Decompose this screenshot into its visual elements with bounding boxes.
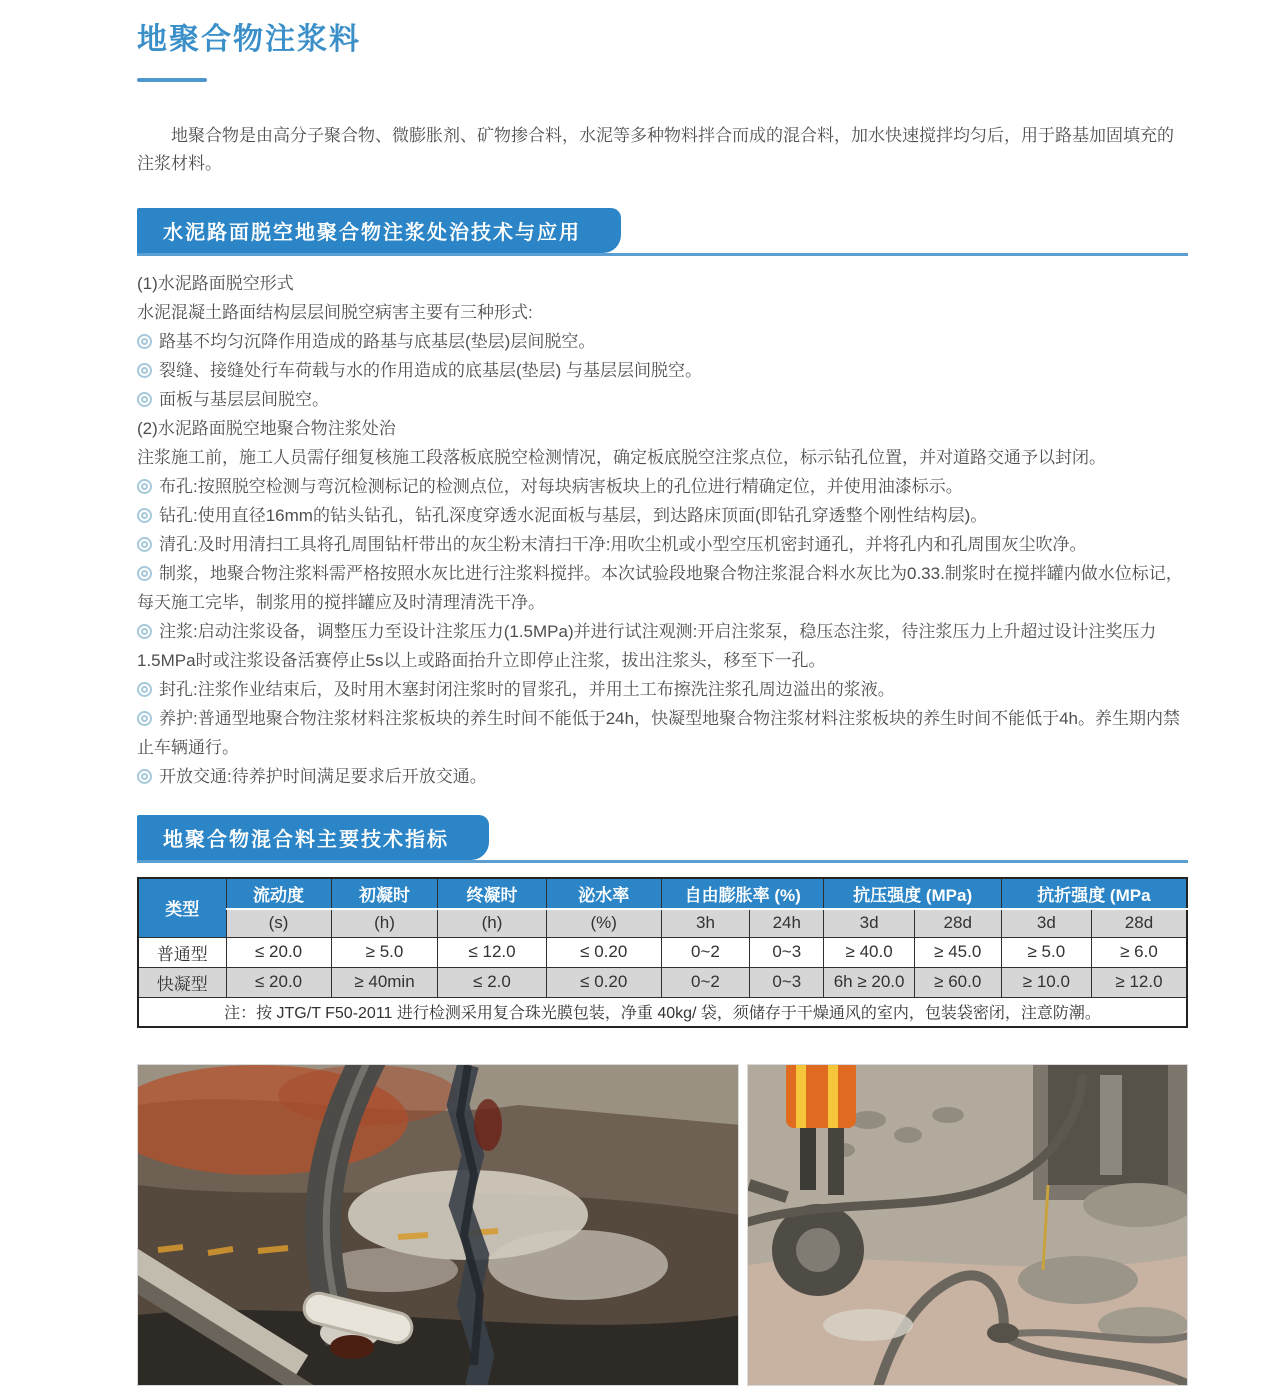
list-item-text: 养护:普通型地聚合物注浆材料注浆板块的养生时间不能低于24h，快凝型地聚合物注浆材料注浆板块的养生时间不能低于4h。养生期内禁止车辆通行。 [137, 709, 1180, 757]
value-cell: 0~3 [750, 937, 824, 967]
col-header: 抗折强度 (MPa [1001, 878, 1187, 909]
value-cell: ≥ 12.0 [1091, 967, 1187, 997]
list-item-text: 路基不均匀沉降作用造成的路基与底基层(垫层)层间脱空。 [159, 332, 596, 351]
list-item-text: 开放交通:待养护时间满足要求后开放交通。 [159, 767, 487, 786]
ring-bullet-icon [137, 682, 152, 697]
value-cell: ≥ 40.0 [824, 937, 914, 967]
photo-grouting-hole [137, 1064, 739, 1386]
sub2-title: (2)水泥路面脱空地聚合物注浆处治 [137, 419, 396, 438]
unit-cell: 3h [661, 909, 749, 937]
intro-paragraph: 地聚合物是由高分子聚合物、微膨胀剂、矿物掺合料，水泥等多种物料拌合而成的混合料，加水快速搅拌均匀后，用于路基加固填充的注浆材料。 [137, 126, 1174, 173]
unit-cell: 3d [824, 909, 914, 937]
unit-cell: (h) [438, 909, 546, 937]
col-header: 泌水率 [546, 878, 661, 909]
list-item [137, 675, 1188, 704]
section2-badge: 地聚合物混合料主要技术指标 [137, 815, 489, 860]
unit-cell: (s) [226, 909, 331, 937]
unit-cell: (%) [546, 909, 661, 937]
photo-strip [137, 1064, 1188, 1386]
value-cell: ≤ 2.0 [438, 967, 546, 997]
value-cell: 0~2 [661, 937, 749, 967]
row-type-cell: 快凝型 [138, 967, 226, 997]
ring-bullet-icon [137, 769, 152, 784]
list-item [137, 327, 1188, 356]
value-cell: ≤ 20.0 [226, 967, 331, 997]
list-item-text: 布孔:按照脱空检测与弯沉检测标记的检测点位，对每块病害板块上的孔位进行精确定位，并使用油漆标示。 [159, 477, 963, 496]
list-item [137, 385, 1188, 414]
photo-grouting-site-art [748, 1065, 1188, 1386]
ring-bullet-icon [137, 508, 152, 523]
title-underline-dash [137, 78, 207, 82]
unit-cell: 28d [914, 909, 1001, 937]
list-item [137, 762, 1188, 791]
value-cell: ≥ 5.0 [1001, 937, 1091, 967]
list-item [137, 617, 1188, 675]
ring-bullet-icon [137, 566, 152, 581]
unit-cell: (h) [331, 909, 438, 937]
col-header: 流动度 [226, 878, 331, 909]
value-cell: 0~2 [661, 967, 749, 997]
value-cell: ≥ 40min [331, 967, 438, 997]
table-note: 注：按 JTG/T F50-2011 进行检测采用复合珠光膜包装，净重 40kg/ 袋，须储存于干燥通风的室内，包装袋密闭，注意防潮。 [138, 997, 1187, 1027]
table-row [138, 967, 1187, 997]
ring-bullet-icon [137, 537, 152, 552]
section1-badge: 水泥路面脱空地聚合物注浆处治技术与应用 [137, 208, 621, 253]
row-type-cell: 普通型 [138, 937, 226, 967]
unit-cell: 28d [1091, 909, 1187, 937]
value-cell: 0~3 [750, 967, 824, 997]
col-header: 自由膨胀率 (%) [661, 878, 824, 909]
value-cell: ≥ 45.0 [914, 937, 1001, 967]
table-row [138, 937, 1187, 967]
value-cell: ≤ 0.20 [546, 967, 661, 997]
list-item [137, 704, 1188, 762]
unit-cell: 3d [1001, 909, 1091, 937]
list-item-text: 封孔:注浆作业结束后，及时用木塞封闭注浆时的冒浆孔，并用土工布擦洗注浆孔周边溢出的浆液。 [159, 680, 895, 699]
section2-header [137, 815, 1188, 863]
list-item [137, 356, 1188, 385]
ring-bullet-icon [137, 711, 152, 726]
list-item [137, 501, 1188, 530]
list-item-text: 裂缝、接缝处行车荷载与水的作用造成的底基层(垫层) 与基层层间脱空。 [159, 361, 703, 380]
value-cell: ≤ 12.0 [438, 937, 546, 967]
unit-cell: 24h [750, 909, 824, 937]
ring-bullet-icon [137, 363, 152, 378]
section1-body [137, 269, 1188, 791]
col-header-type: 类型 [138, 878, 226, 937]
col-header: 初凝时 [331, 878, 438, 909]
value-cell: ≥ 10.0 [1001, 967, 1091, 997]
sub2-lead: 注浆施工前，施工人员需仔细复核施工段落板底脱空检测情况，确定板底脱空注浆点位，标示钻孔位置，并对道路交通予以封闭。 [137, 448, 1106, 467]
value-cell: ≤ 20.0 [226, 937, 331, 967]
section1-header [137, 208, 1188, 256]
sub1-lead: 水泥混凝土路面结构层层间脱空病害主要有三种形式: [137, 303, 533, 322]
value-cell: ≥ 5.0 [331, 937, 438, 967]
value-cell: 6h ≥ 20.0 [824, 967, 914, 997]
value-cell: ≥ 60.0 [914, 967, 1001, 997]
value-cell: ≤ 0.20 [546, 937, 661, 967]
page-title: 地聚合物注浆料 [137, 23, 361, 56]
photo-grouting-site [747, 1064, 1188, 1386]
list-item-text: 清孔:及时用清扫工具将孔周围钻杆带出的灰尘粉末清扫干净:用吹尘机或小型空压机密封通孔，并将孔内和孔周围灰尘吹净。 [159, 535, 1087, 554]
list-item [137, 472, 1188, 501]
col-header: 终凝时 [438, 878, 546, 909]
col-header: 抗压强度 (MPa) [824, 878, 1001, 909]
list-item [137, 530, 1188, 559]
ring-bullet-icon [137, 479, 152, 494]
list-item-text: 制浆，地聚合物注浆料需严格按照水灰比进行注浆料搅拌。本次试验段地聚合物注浆混合料水灰比为0.33.制浆时在搅拌罐内做水位标记，每天施工完毕，制浆用的搅拌罐应及时清理清洗干净。 [137, 564, 1183, 612]
ring-bullet-icon [137, 334, 152, 349]
ring-bullet-icon [137, 624, 152, 639]
list-item-text: 面板与基层层间脱空。 [159, 390, 329, 409]
value-cell: ≥ 6.0 [1091, 937, 1187, 967]
spec-table [137, 877, 1188, 1028]
ring-bullet-icon [137, 392, 152, 407]
photo-grouting-hole-art [138, 1065, 739, 1386]
list-item-text: 钻孔:使用直径16mm的钻头钻孔，钻孔深度穿透水泥面板与基层，到达路床顶面(即钻孔穿透整个刚性结构层)。 [159, 506, 988, 525]
list-item-text: 注浆:启动注浆设备，调整压力至设计注浆压力(1.5MPa)并进行试注观测:开启注浆泵，稳压态注浆，待注浆压力上升超过设计注奖压力1.5MPa时或注浆设备活赛停止5s以上或路面抬升立即停止注浆，拔出注浆头，移至下一孔。 [137, 622, 1157, 670]
list-item [137, 559, 1188, 617]
table-note-row [138, 997, 1187, 1027]
sub1-title: (1)水泥路面脱空形式 [137, 274, 294, 293]
